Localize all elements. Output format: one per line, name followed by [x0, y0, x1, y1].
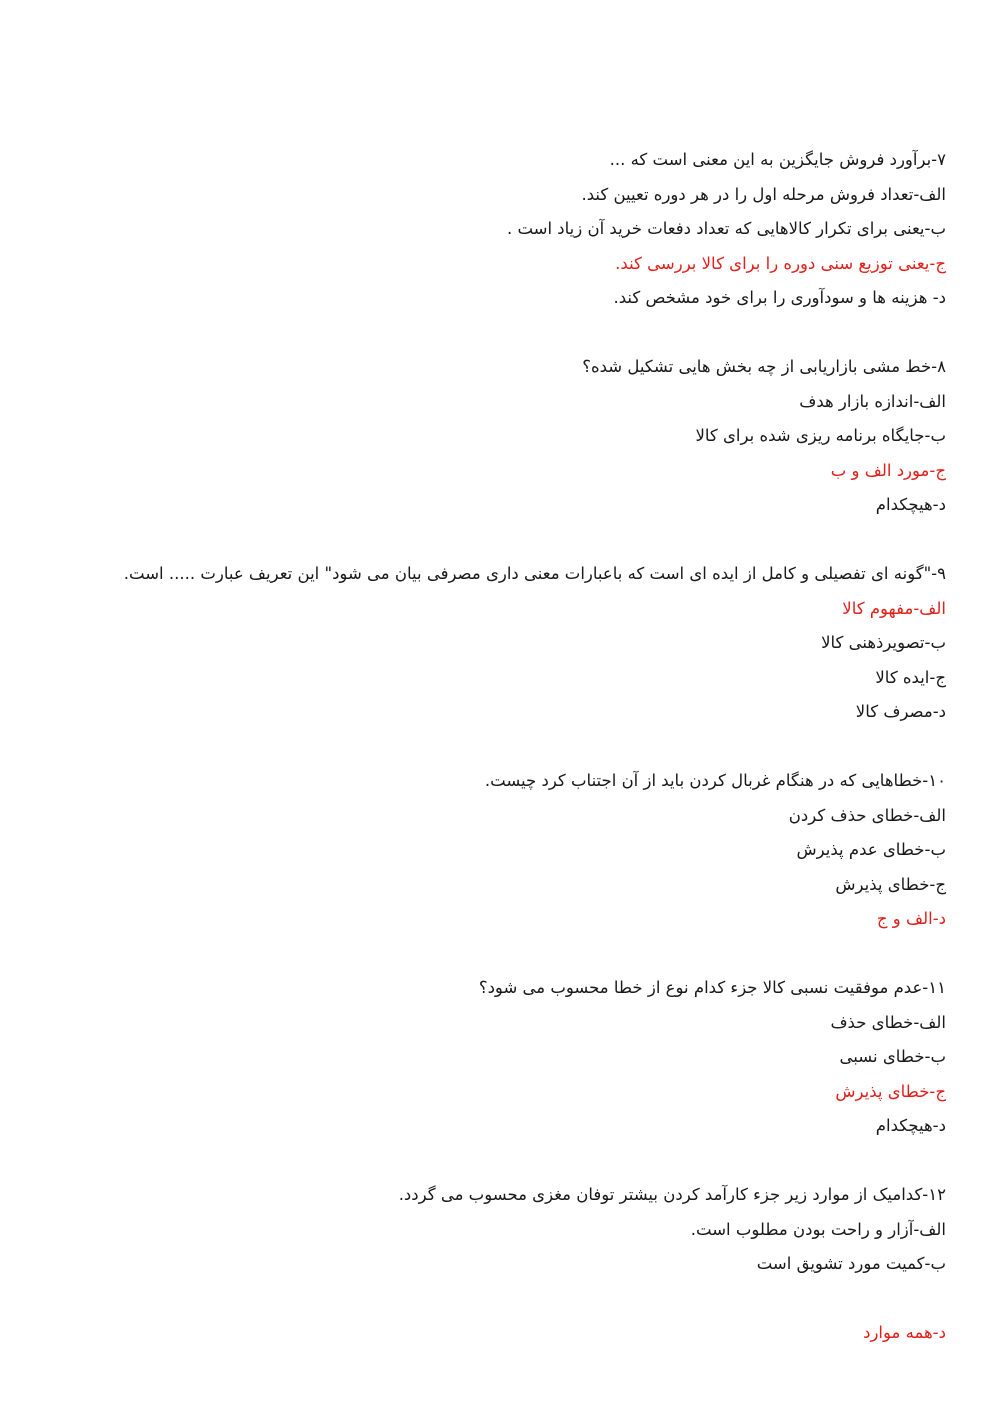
question-stem: ۱۲-کدامیک از موارد زیر جزء کارآمد کردن بیشتر توفان مغزی محسوب می گردد.	[398, 1185, 946, 1204]
question-stem: ۷-برآورد فروش جایگزین به این معنی است که ...	[609, 150, 946, 169]
correct-answer-option: د-الف و ج	[876, 909, 946, 928]
question-spacer	[46, 730, 946, 765]
question-stem: ۱۱-عدم موفقیت نسبی کالا جزء کدام نوع از خطا محسوب می شود؟	[478, 978, 946, 997]
question-stem: ۱۰-خطاهایی که در هنگام غربال کردن باید از آن اجتناب کرد چیست.	[484, 771, 946, 790]
answer-option: ب-کمیت مورد تشویق است	[756, 1254, 946, 1273]
correct-answer-option: د-همه موارد	[863, 1323, 946, 1342]
answer-option: ج-ایده کالا	[875, 667, 946, 687]
answer-option: الف-تعداد فروش مرحله اول را در هر دوره تعیین کند.	[581, 184, 946, 204]
question-spacer	[46, 937, 946, 972]
question-block	[46, 350, 946, 523]
answer-option: ب-خطای عدم پذیرش	[796, 840, 946, 859]
answer-option: ب-خطای نسبی	[839, 1047, 946, 1066]
answer-option: د- هزینه ها و سودآوری را برای خود مشخص کند.	[613, 288, 946, 307]
question-spacer	[46, 523, 946, 558]
answer-option: ب-تصویرذهنی کالا	[821, 633, 946, 652]
question-block	[46, 143, 946, 316]
correct-answer-option: ج-خطای پذیرش	[835, 1081, 946, 1101]
question-block	[46, 971, 946, 1144]
answer-option: الف-آزار و راحت بودن مطلوب است.	[690, 1219, 946, 1239]
question-block	[46, 764, 946, 937]
answer-option: الف-خطای حذف	[830, 1012, 946, 1032]
question-spacer	[46, 316, 946, 351]
answer-option: الف-خطای حذف کردن	[788, 805, 946, 825]
blank-line	[46, 1282, 946, 1317]
answer-option: د-مصرف کالا	[855, 702, 946, 721]
answer-option: د-هیچکدام	[875, 1116, 946, 1135]
answer-option: د-هیچکدام	[875, 495, 946, 514]
question-block	[46, 1178, 946, 1351]
question-block	[46, 557, 946, 730]
answer-option: ج-خطای پذیرش	[835, 874, 946, 894]
answer-option: ب-یعنی برای تکرار کالاهایی که تعداد دفعات خرید آن زیاد است .	[506, 219, 946, 238]
answer-option: الف-اندازه بازار هدف	[799, 391, 946, 411]
correct-answer-option: الف-مفهوم کالا	[842, 598, 946, 618]
question-list	[46, 143, 946, 1351]
answer-option: ب-جایگاه برنامه ریزی شده برای کالا	[695, 426, 946, 445]
correct-answer-option: ج-مورد الف و ب	[830, 460, 946, 480]
question-spacer	[46, 1144, 946, 1179]
correct-answer-option: ج-یعنی توزیع سنی دوره را برای کالا بررسی کند.	[615, 253, 946, 273]
question-stem: ۹-"گونه ای تفصیلی و کامل از ایده ای است که باعبارات معنی داری مصرفی بیان می شود" این تعریف عبارت ..... است.	[123, 564, 946, 583]
question-stem: ۸-خط مشی بازاریابی از چه بخش هایی تشکیل شده؟	[582, 357, 946, 376]
